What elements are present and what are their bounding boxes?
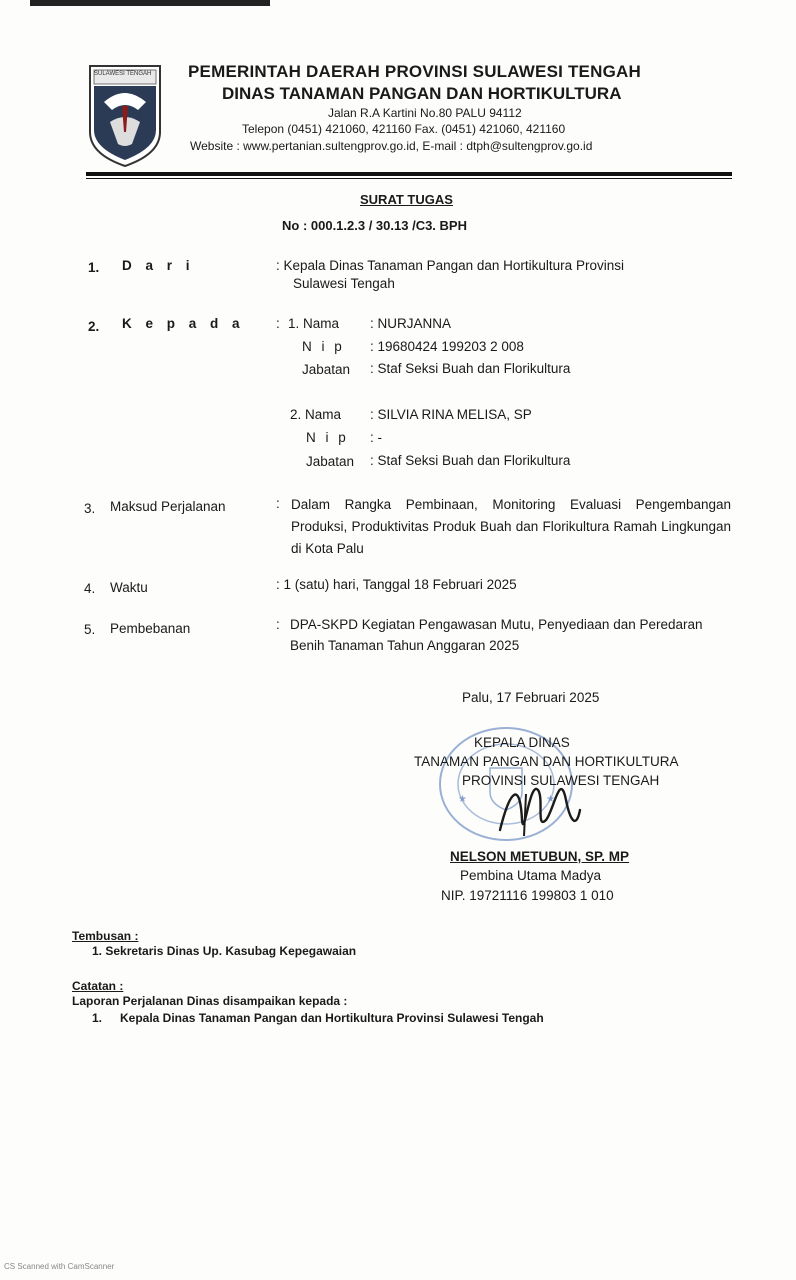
handwritten-signature-icon <box>480 760 590 850</box>
person1-nip-label: N i p <box>302 339 345 354</box>
svg-text:★: ★ <box>458 794 467 805</box>
letter-number: No : 000.1.2.3 / 30.13 /C3. BPH <box>282 218 467 233</box>
letterhead-government: PEMERINTAH DAERAH PROVINSI SULAWESI TENGAH <box>188 62 641 81</box>
signatory-role-1: KEPALA DINAS <box>474 735 570 750</box>
person2-nip-label: N i p <box>306 430 349 445</box>
value-pembebanan: DPA-SKPD Kegiatan Pengawasan Mutu, Penyediaan dan Peredaran <box>290 617 703 632</box>
catatan-line: Laporan Perjalanan Dinas disampaikan kepada : <box>72 994 348 1008</box>
letter-title: SURAT TUGAS <box>360 192 453 207</box>
scan-edge-mark <box>30 0 270 6</box>
person2-jabatan: : Staf Seksi Buah dan Florikultura <box>370 453 571 468</box>
item-number-kepada: 2. <box>88 319 100 334</box>
label-dari: D a r i <box>122 258 195 273</box>
value-maksud: Dalam Rangka Pembinaan, Monitoring Evaluasi Pengembangan Produksi, Produktivitas Produk Buah dan Florikultura Ramah Lingkungan di Kota Palu <box>291 497 731 556</box>
signatory-rank: Pembina Utama Madya <box>460 868 602 883</box>
svg-text:★: ★ <box>546 794 555 805</box>
person1-nip: : 19680424 199203 2 008 <box>370 339 524 354</box>
item-number-dari: 1. <box>88 260 100 275</box>
person1-jabatan: : Staf Seksi Buah dan Florikultura <box>370 361 571 376</box>
label-maksud: Maksud Perjalanan <box>110 499 226 514</box>
tembusan-title: Tembusan : <box>72 929 139 943</box>
value-dari-line2: Sulawesi Tengah <box>293 276 395 291</box>
item-number-pembebanan: 5. <box>84 622 96 637</box>
catatan-item-1: Kepala Dinas Tanaman Pangan dan Hortikultura Provinsi Sulawesi Tengah <box>120 1011 544 1025</box>
label-pembebanan: Pembebanan <box>110 621 191 636</box>
item-number-waktu: 4. <box>84 581 96 596</box>
person1-jabatan-label: Jabatan <box>302 362 351 377</box>
letterhead-agency: DINAS TANAMAN PANGAN DAN HORTIKULTURA <box>222 84 622 103</box>
label-waktu: Waktu <box>110 580 148 595</box>
catatan-title: Catatan : <box>72 979 124 993</box>
person2-nip: : - <box>370 430 382 445</box>
provincial-logo-icon <box>86 62 164 170</box>
letterhead-rule-thick <box>86 172 732 176</box>
item-number-maksud: 3. <box>84 501 96 516</box>
signatory-nip: NIP. 19721116 199803 1 010 <box>441 888 614 903</box>
person1-name: : NURJANNA <box>370 316 452 331</box>
colon-kepada: : <box>276 316 280 331</box>
value-waktu: : 1 (satu) hari, Tanggal 18 Februari 2025 <box>276 577 517 592</box>
person2-jabatan-label: Jabatan <box>306 454 355 469</box>
value-dari: : Kepala Dinas Tanaman Pangan dan Hortikultura Provinsi <box>276 258 624 273</box>
catatan-item-number: 1. <box>92 1011 103 1025</box>
signatory-role-3: PROVINSI SULAWESI TENGAH <box>462 773 660 788</box>
person2-name: : SILVIA RINA MELISA, SP <box>370 407 532 422</box>
letterhead-rule-thin <box>86 178 732 179</box>
tembusan-item-1: 1. Sekretaris Dinas Up. Kasubag Kepegawaian <box>92 944 357 958</box>
letterhead-address: Jalan R.A Kartini No.80 PALU 94112 <box>328 106 522 120</box>
person2-name-label: 2. Nama <box>290 407 342 422</box>
letterhead-website: Website : www.pertanian.sultengprov.go.id, E-mail : dtph@sultengprov.go.id <box>190 139 593 153</box>
person1-name-label: 1. Nama <box>288 316 340 331</box>
letterhead-phone: Telepon (0451) 421060, 421160 Fax. (0451) 421060, 421160 <box>242 122 566 136</box>
logo-caption: SULAWESI TENGAH <box>94 71 152 77</box>
label-kepada: K e p a d a <box>122 316 245 331</box>
value-pembebanan-line2: Benih Tanaman Tahun Anggaran 2025 <box>290 638 520 653</box>
colon-pembebanan: : <box>276 617 280 632</box>
place-date: Palu, 17 Februari 2025 <box>462 690 600 705</box>
scanner-watermark: CS Scanned with CamScanner <box>4 1262 115 1271</box>
signatory-role-2: TANAMAN PANGAN DAN HORTIKULTURA <box>414 754 679 769</box>
signatory-name: NELSON METUBUN, SP. MP <box>450 849 630 864</box>
colon-maksud: : <box>276 496 280 511</box>
